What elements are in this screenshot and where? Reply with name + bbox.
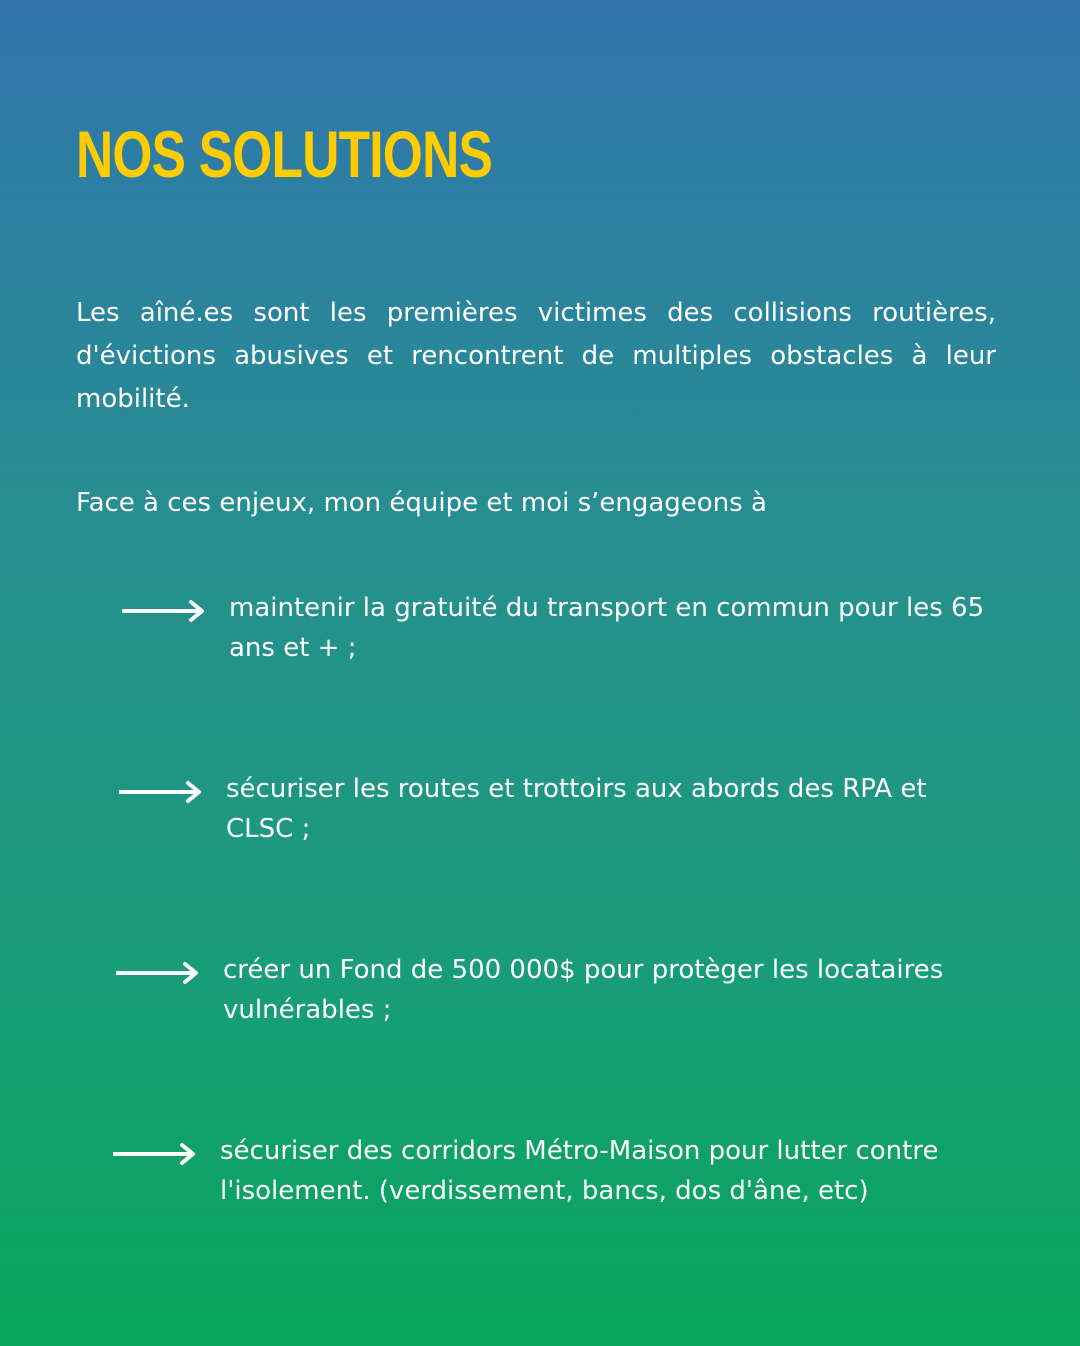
list-item-text: maintenir la gratuité du transport en commun pour les 65 ans et + ; [229, 593, 985, 663]
list-item-text: créer un Fond de 500 000$ pour protèger les locataires vulnérables ; [223, 955, 944, 1025]
intro-paragraph: Les aîné.es sont les premières victimes des collisions routières, d'évictions abusives et rencontrent de multiples obstacles à leur mobilité. [76, 298, 996, 414]
lead-sentence: Face à ces enjeux, mon équipe et moi s’engageons à [76, 488, 767, 518]
arrow-right-icon [119, 779, 203, 805]
arrow-right-icon [122, 598, 206, 624]
list-item-text: sécuriser les routes et trottoirs aux abords des RPA et CLSC ; [226, 774, 927, 844]
arrow-right-icon [116, 960, 200, 986]
arrow-right-icon [113, 1141, 197, 1167]
list-item-text: sécuriser des corridors Métro-Maison pour lutter contre l'isolement. (verdissement, bancs, dos d'âne, etc) [220, 1136, 939, 1206]
page-title: NOS SOLUTIONS [76, 117, 493, 191]
